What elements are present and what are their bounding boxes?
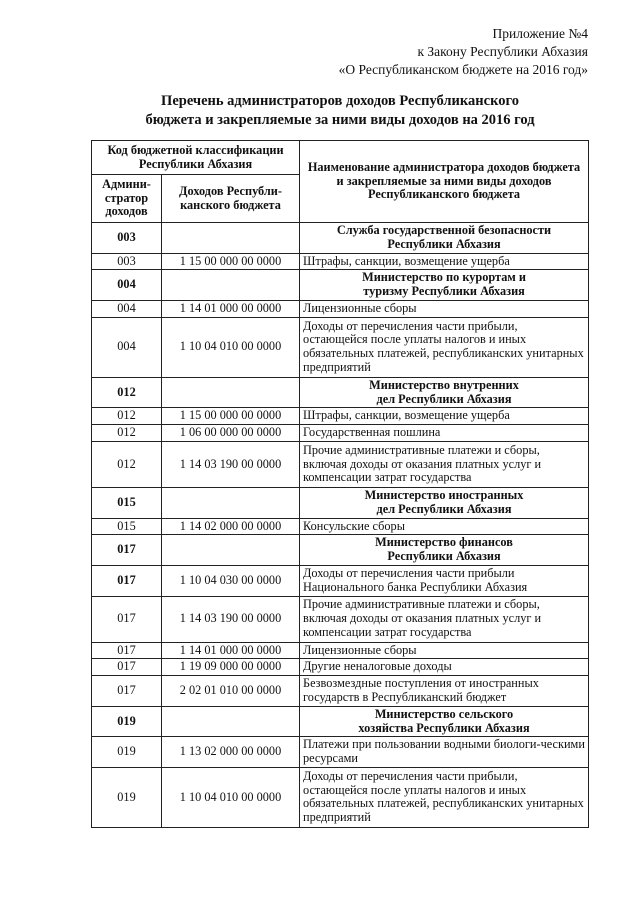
administrator-code: 017 bbox=[92, 535, 162, 566]
income-name: Доходы от перечисления части прибыли Национального банка Республики Абхазия bbox=[300, 565, 589, 596]
header-administrator-name: Наименование администратора доходов бюджета и закрепляемые за ними виды доходов Республиканского бюджета bbox=[300, 141, 589, 223]
income-row bbox=[92, 300, 589, 317]
income-code: 1 13 02 000 00 0000 bbox=[162, 737, 300, 768]
income-code bbox=[162, 223, 300, 254]
income-name: Безвозмездные поступления от иностранных государств в Республиканский бюджет bbox=[300, 676, 589, 707]
income-code bbox=[162, 270, 300, 301]
header-income-code: Доходов Республи- канского бюджета bbox=[162, 175, 300, 223]
income-code: 1 06 00 000 00 0000 bbox=[162, 425, 300, 442]
administrators-table bbox=[91, 140, 589, 828]
income-name: Прочие административные платежи и сборы, включая доходы от оказания платных услуг и компенсации затрат государства bbox=[300, 441, 589, 487]
administrator-code: 017 bbox=[92, 642, 162, 659]
income-code: 1 19 09 000 00 0000 bbox=[162, 659, 300, 676]
income-code: 1 10 04 030 00 0000 bbox=[162, 565, 300, 596]
income-name: Штрафы, санкции, возмещение ущерба bbox=[300, 408, 589, 425]
income-row bbox=[92, 565, 589, 596]
administrator-code: 004 bbox=[92, 300, 162, 317]
income-name: Доходы от перечисления части прибыли, остающейся после уплаты налогов и иных обязательных платежей, республиканских унитарных предприятий bbox=[300, 317, 589, 377]
administrator-code: 012 bbox=[92, 408, 162, 425]
income-code: 1 14 03 190 00 0000 bbox=[162, 441, 300, 487]
administrator-header-row bbox=[92, 270, 589, 301]
administrator-code: 012 bbox=[92, 425, 162, 442]
document-title bbox=[80, 92, 600, 130]
income-code: 1 10 04 010 00 0000 bbox=[162, 317, 300, 377]
income-row bbox=[92, 425, 589, 442]
administrator-code: 003 bbox=[92, 253, 162, 270]
administrator-header-row bbox=[92, 535, 589, 566]
income-row bbox=[92, 441, 589, 487]
income-code: 1 10 04 010 00 0000 bbox=[162, 767, 300, 827]
income-name: Консульские сборы bbox=[300, 518, 589, 535]
income-row bbox=[92, 253, 589, 270]
income-code: 2 02 01 010 00 0000 bbox=[162, 676, 300, 707]
administrator-header-row bbox=[92, 377, 589, 408]
administrator-code: 004 bbox=[92, 270, 162, 301]
income-code: 1 14 03 190 00 0000 bbox=[162, 596, 300, 642]
administrator-name: Министерство финансов Республики Абхазия bbox=[300, 535, 589, 566]
income-code bbox=[162, 377, 300, 408]
administrator-code: 017 bbox=[92, 565, 162, 596]
administrator-code: 004 bbox=[92, 317, 162, 377]
administrator-code: 017 bbox=[92, 596, 162, 642]
administrator-header-row bbox=[92, 487, 589, 518]
administrator-code: 015 bbox=[92, 487, 162, 518]
income-name: Лицензионные сборы bbox=[300, 300, 589, 317]
income-code bbox=[162, 535, 300, 566]
income-name: Штрафы, санкции, возмещение ущерба bbox=[300, 253, 589, 270]
income-name: Лицензионные сборы bbox=[300, 642, 589, 659]
header-administrator-code: Админи- стратор доходов bbox=[92, 175, 162, 223]
income-code: 1 14 01 000 00 0000 bbox=[162, 642, 300, 659]
appendix-line-2: к Закону Республики Абхазия bbox=[417, 44, 588, 59]
appendix-note bbox=[228, 25, 588, 79]
income-row bbox=[92, 317, 589, 377]
income-row bbox=[92, 737, 589, 768]
income-row bbox=[92, 767, 589, 827]
appendix-line-3: «О Республиканском бюджете на 2016 год» bbox=[338, 62, 588, 77]
income-code: 1 15 00 000 00 0000 bbox=[162, 408, 300, 425]
income-row bbox=[92, 596, 589, 642]
administrator-code: 019 bbox=[92, 767, 162, 827]
administrator-name: Министерство по курортам и туризму Республики Абхазия bbox=[300, 270, 589, 301]
title-line-2: бюджета и закрепляемые за ними виды доходов на 2016 год bbox=[145, 112, 535, 128]
income-code bbox=[162, 706, 300, 737]
administrator-name: Министерство внутренних дел Республики Абхазия bbox=[300, 377, 589, 408]
administrator-header-row bbox=[92, 223, 589, 254]
income-name: Платежи при пользовании водными биологи-ческими ресурсами bbox=[300, 737, 589, 768]
income-code: 1 15 00 000 00 0000 bbox=[162, 253, 300, 270]
administrator-code: 017 bbox=[92, 676, 162, 707]
header-classification-code: Код бюджетной классификации Республики Абхазия bbox=[92, 141, 300, 175]
administrator-code: 003 bbox=[92, 223, 162, 254]
income-row bbox=[92, 676, 589, 707]
income-name: Другие неналоговые доходы bbox=[300, 659, 589, 676]
income-code bbox=[162, 487, 300, 518]
table-body bbox=[92, 223, 589, 828]
income-row bbox=[92, 659, 589, 676]
income-row bbox=[92, 642, 589, 659]
administrator-code: 019 bbox=[92, 706, 162, 737]
income-code: 1 14 01 000 00 0000 bbox=[162, 300, 300, 317]
administrator-code: 012 bbox=[92, 377, 162, 408]
administrator-code: 015 bbox=[92, 518, 162, 535]
administrator-code: 019 bbox=[92, 737, 162, 768]
income-row bbox=[92, 408, 589, 425]
administrator-name: Министерство сельского хозяйства Республики Абхазия bbox=[300, 706, 589, 737]
appendix-line-1: Приложение №4 bbox=[492, 26, 588, 41]
administrator-name: Служба государственной безопасности Республики Абхазия bbox=[300, 223, 589, 254]
administrator-header-row bbox=[92, 706, 589, 737]
income-name: Прочие административные платежи и сборы, включая доходы от оказания платных услуг и компенсации затрат государства bbox=[300, 596, 589, 642]
income-code: 1 14 02 000 00 0000 bbox=[162, 518, 300, 535]
income-name: Доходы от перечисления части прибыли, остающейся после уплаты налогов и иных обязательных платежей, республиканских унитарных предприятий bbox=[300, 767, 589, 827]
administrator-code: 017 bbox=[92, 659, 162, 676]
administrator-name: Министерство иностранных дел Республики Абхазия bbox=[300, 487, 589, 518]
income-row bbox=[92, 518, 589, 535]
administrator-code: 012 bbox=[92, 441, 162, 487]
title-line-1: Перечень администраторов доходов Республиканского bbox=[161, 93, 519, 109]
income-name: Государственная пошлина bbox=[300, 425, 589, 442]
